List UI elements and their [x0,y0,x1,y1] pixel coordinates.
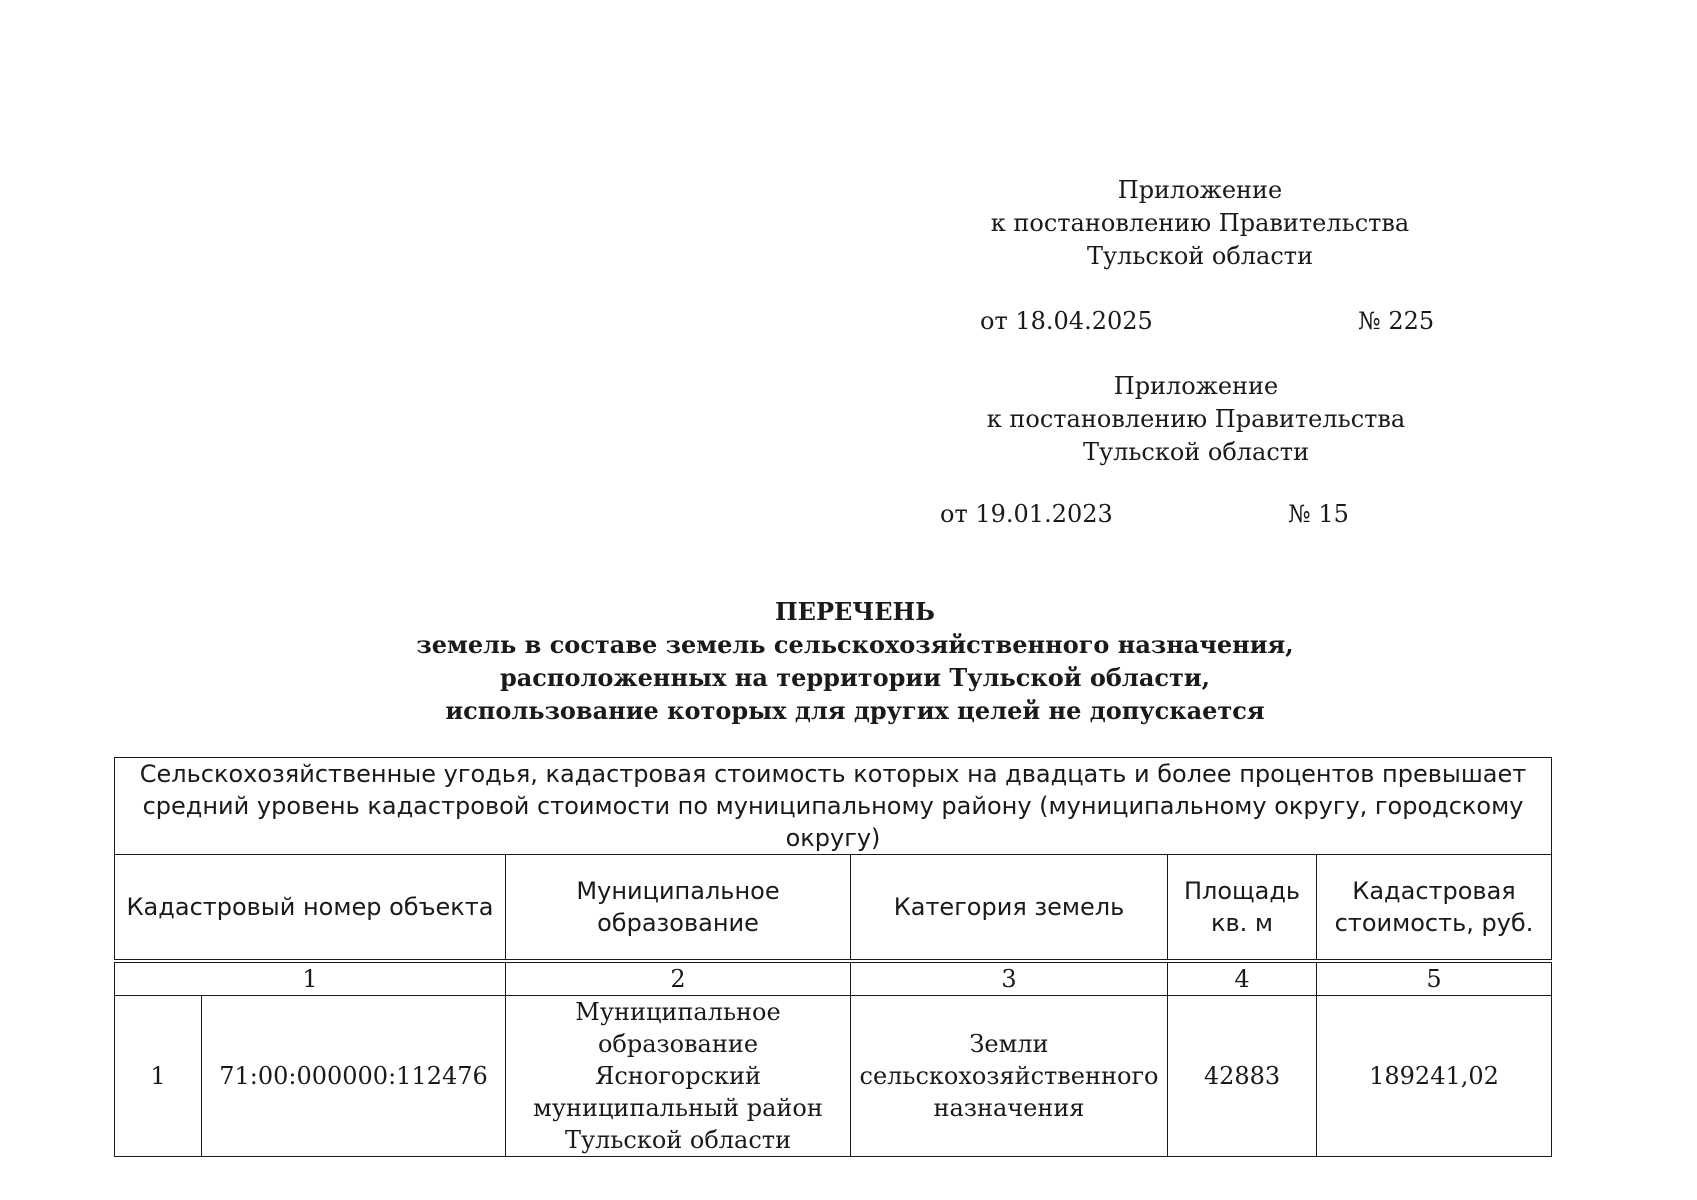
cell-land-category: Земли сельскохозяйственного назначения [851,996,1168,1157]
table-row [115,996,1552,1157]
appendix-decree: к постановлению Правительства [986,405,1406,433]
header-cadastral-number: Кадастровый номер объекта [115,855,506,962]
header-area: Площадь кв. м [1168,855,1317,962]
header-land-category: Категория земель [851,855,1168,962]
appendix-region: Тульской области [1082,438,1310,466]
document-title [380,595,1330,727]
land-registry-table [114,757,1552,1157]
appendix-decree: к постановлению Правительства [990,209,1410,237]
cell-area: 42883 [1168,996,1317,1157]
column-number: 3 [851,961,1168,996]
appendix-number-current: № 225 [1358,307,1435,335]
header-municipality: Муниципальное образование [506,855,851,962]
appendix-region: Тульской области [1086,242,1314,270]
table-caption: Сельскохозяйственные угодья, кадастровая стоимость которых на двадцать и более процентов превышает средний уровень кадастровой стоимости по муниципальному району (муниципальному округу, городскому округу) [115,758,1552,855]
appendix-header-current [940,174,1460,273]
cell-cadastral-value: 189241,02 [1317,996,1552,1157]
row-index: 1 [115,996,202,1157]
cell-municipality: Муниципальное образование Ясногорский муниципальный район Тульской области [506,996,851,1157]
title-line: земель в составе земель сельскохозяйственного назначения, [416,630,1294,659]
appendix-number-original: № 15 [1288,500,1349,528]
appendix-date-current: от 18.04.2025 [980,307,1153,335]
title-heading: ПЕРЕЧЕНЬ [775,597,935,626]
column-number: 1 [115,961,506,996]
cell-cadastral-number: 71:00:000000:112476 [202,996,506,1157]
appendix-header-original [936,370,1456,469]
appendix-label: Приложение [1113,372,1279,400]
title-line: расположенных на территории Тульской области, [499,663,1211,692]
column-number: 4 [1168,961,1317,996]
appendix-date-original: от 19.01.2023 [940,500,1113,528]
table-caption-row [115,758,1552,855]
title-line: использование которых для других целей не допускается [445,696,1265,725]
column-number: 2 [506,961,851,996]
header-cadastral-value: Кадастровая стоимость, руб. [1317,855,1552,962]
appendix-label: Приложение [1117,176,1283,204]
column-number-row [115,961,1552,996]
table-header-row [115,855,1552,962]
column-number: 5 [1317,961,1552,996]
